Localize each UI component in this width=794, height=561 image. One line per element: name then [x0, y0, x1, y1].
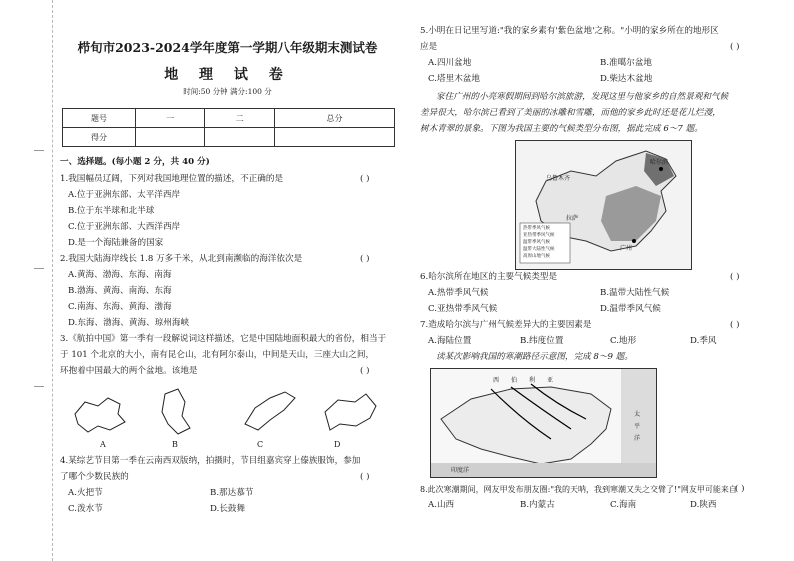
binding-tick — [34, 150, 44, 151]
score-table — [62, 108, 395, 147]
score-cell: 一 — [136, 109, 205, 128]
legend-item: 高原山地气候 — [523, 254, 550, 259]
question-2-option: D.东海、渤海、黄海、琼州海峡 — [68, 318, 190, 328]
legend-item: 亚热带季风气候 — [523, 233, 555, 238]
binding-margin — [0, 0, 53, 561]
question-5-line: 应是 — [420, 42, 438, 52]
question-7-option: C.地形 — [610, 336, 637, 346]
map-label: 伯 — [511, 377, 518, 384]
question-1-option: B.位于东半球和北半球 — [68, 206, 155, 216]
answer-paren: ( ) — [360, 366, 370, 376]
score-cell — [136, 128, 205, 147]
question-3-line: 环抱着中国最大的两个盆地。该地是 — [60, 366, 198, 376]
map-label: 洋 — [634, 435, 641, 442]
question-7-option: B.纬度位置 — [520, 336, 564, 346]
legend-item: 温带季风气候 — [523, 240, 550, 245]
answer-paren: ( ) — [360, 174, 370, 184]
question-1-option: D.是一个海陆兼备的国家 — [68, 238, 164, 248]
map-label: 利 — [529, 377, 536, 384]
score-row-header — [63, 109, 395, 128]
question-2-stem: 2.我国大陆海岸线长 1.8 万多千米，从北到南濒临的海洋依次是 — [60, 254, 303, 264]
question-2-option: A.黄海、渤海、东海、南海 — [68, 270, 172, 280]
province-shape-c — [245, 392, 295, 430]
question-4-option: A.火把节 — [68, 488, 103, 498]
section-heading: 一、选择题。(每小题 2 分，共 40 分) — [60, 157, 210, 167]
province-shapes — [70, 384, 390, 439]
score-cell: 得分 — [63, 128, 136, 147]
question-4-option: D.长鼓舞 — [210, 504, 246, 514]
score-cell — [274, 128, 394, 147]
cold-wave-map — [430, 368, 657, 478]
map-label: 印度洋 — [451, 467, 470, 474]
question-6-option: D.温带季风气候 — [600, 304, 661, 314]
province-shape-d — [325, 394, 376, 430]
score-row-values — [63, 128, 395, 147]
question-2-option: B.渤海、黄海、南海、东海 — [68, 286, 172, 296]
answer-paren: ( ) — [735, 484, 745, 494]
province-shape-a — [75, 398, 125, 432]
reading-passage: 差异很大，哈尔滨已看到了美丽的冰雕和雪雕，而他的家乡此时还是花儿烂漫， — [420, 108, 721, 118]
reading-passage: 树木青翠的景象。下图为我国主要的气候类型分布图，据此完成 6～7 题。 — [420, 124, 703, 134]
question-6-option: C.亚热带季风气候 — [428, 304, 498, 314]
city-label: 哈尔滨 — [650, 159, 669, 166]
question-6-option: A.热带季风气候 — [428, 288, 489, 298]
question-5-option: B.准噶尔盆地 — [600, 58, 653, 68]
question-1-option: C.位于亚洲东部、大西洋西岸 — [68, 222, 181, 232]
question-8-stem: 8.此次寒潮期间，网友甲发布朋友圈:"我的天呐，我到寒潮又失之交臂了!"网友甲可能来自 — [420, 485, 737, 494]
shape-label: A — [100, 440, 106, 449]
question-1-stem: 1.我国幅员辽阔，下列对我国地理位置的描述，不正确的是 — [60, 174, 284, 184]
map-label: 亚 — [547, 377, 554, 384]
city-marker — [659, 167, 663, 171]
answer-paren: ( ) — [730, 42, 740, 52]
answer-paren: ( ) — [730, 320, 740, 330]
question-4-line: 4.某综艺节目第一季在云南西双版纳，拍摄时，节目组嘉宾穿上傣族服饰，参加 — [60, 456, 361, 466]
cold-wave-map-drawing — [431, 369, 656, 477]
score-cell — [205, 128, 274, 147]
binding-tick — [34, 386, 44, 387]
city-label: 广州 — [620, 245, 633, 252]
subject-title: 地 理 试 卷 — [164, 67, 291, 83]
reading-passage: 读某次影响我国的寒潮路径示意图，完成 8～9 题。 — [436, 352, 633, 362]
reading-passage: 家住广州的小亮寒假期间到哈尔滨旅游，发现这里与他家乡的自然景观和气候 — [436, 92, 729, 102]
question-8-option: A.山西 — [428, 500, 455, 510]
legend-item: 热带季风气候 — [523, 226, 550, 231]
shape-label: B — [172, 440, 178, 449]
question-5-option: C.塔里木盆地 — [428, 74, 480, 84]
question-5-line: 5.小明在日记里写道:"我的家乡素有'紫色盆地'之称。"小明的家乡所在的地形区 — [420, 26, 719, 36]
city-marker — [632, 239, 636, 243]
question-7-option: D.季风 — [690, 336, 717, 346]
map-label: 平 — [634, 423, 641, 430]
exam-title: 栉旬市2023-2024学年度第一学期八年级期末测试卷 — [77, 40, 378, 55]
score-cell: 二 — [205, 109, 274, 128]
question-8-option: B.内蒙古 — [520, 500, 555, 510]
binding-tick — [34, 268, 44, 269]
climate-map — [515, 140, 692, 270]
score-cell: 总分 — [274, 109, 394, 128]
question-5-option: A.四川盆地 — [428, 58, 472, 68]
answer-paren: ( ) — [360, 472, 370, 482]
question-8-option: C.海南 — [610, 500, 637, 510]
city-label: 乌鲁木齐 — [546, 175, 571, 182]
city-label: 拉萨 — [566, 215, 579, 222]
question-4-line: 了哪个少数民族的 — [60, 472, 129, 482]
score-cell: 题号 — [63, 109, 136, 128]
answer-paren: ( ) — [360, 254, 370, 264]
question-4-option: B.那达慕节 — [210, 488, 254, 498]
question-6-option: B.温带大陆性气候 — [600, 288, 670, 298]
question-3-line: 于 101 个北京的大小，南有昆仑山，北有阿尔泰山，中间是天山，三座大山之间， — [60, 350, 375, 360]
question-6-stem: 6.哈尔滨所在地区的主要气候类型是 — [420, 272, 558, 282]
exam-info: 时间:50 分钟 满分:100 分 — [183, 87, 272, 96]
question-5-option: D.柴达木盆地 — [600, 74, 653, 84]
shape-label: C — [257, 440, 264, 449]
question-7-stem: 7.造成哈尔滨与广州气候差异大的主要因素是 — [420, 320, 592, 330]
answer-paren: ( ) — [730, 272, 740, 282]
question-7-option: A.海陆位置 — [428, 336, 472, 346]
map-label: 西 — [493, 377, 500, 384]
legend-item: 温带大陆性气候 — [523, 247, 555, 252]
question-3-line: 3.《航拍中国》第一季有一段解说词这样描述，它是中国陆地面积最大的省份，相当于 — [60, 334, 387, 344]
map-label: 太 — [634, 411, 641, 418]
shape-label: D — [334, 440, 341, 449]
question-1-option: A.位于亚洲东部、太平洋西岸 — [68, 190, 181, 200]
province-shape-b — [162, 389, 190, 434]
question-2-option: C.南海、东海、黄海、渤海 — [68, 302, 172, 312]
question-4-option: C.泼水节 — [68, 504, 103, 514]
question-8-option: D.陕西 — [690, 500, 717, 510]
